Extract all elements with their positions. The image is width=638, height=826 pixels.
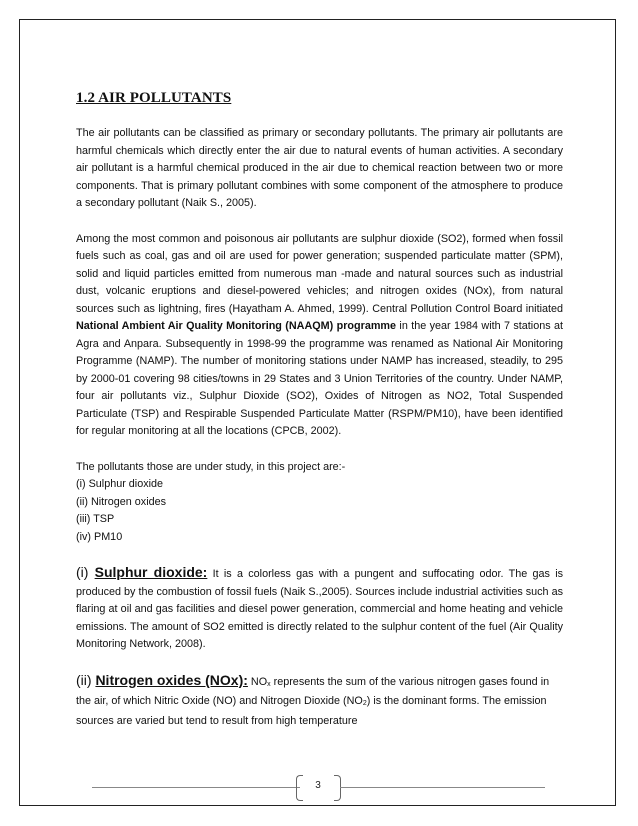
- nox-prefix: (ii): [76, 671, 96, 688]
- nox-paragraph: [76, 672, 563, 731]
- paragraph-primary-secondary: The air pollutants can be classified as primary or secondary pollutants. The primary air pollutants are harmful chemicals which directly enter the air due to natural events of human activities. A secondary air pollutant is a harmful chemical produced in the air due to chemical reaction between two or more components. That is primary pollutant combines with some component of the atmosphere to produce a secondary pollutant (Naik S., 2005).: [76, 127, 563, 209]
- so2-paragraph: [76, 564, 563, 654]
- study-list: [76, 459, 563, 547]
- page-content: [76, 90, 563, 730]
- nox-text-b: ) is the dominant forms. The emission sources are varied but tend to result from high temperature: [76, 695, 547, 727]
- so2-prefix: (i): [76, 564, 95, 580]
- page-footer: [0, 768, 638, 808]
- section-heading: 1.2 AIR POLLUTANTS: [76, 90, 232, 106]
- list-item: (i) Sulphur dioxide: [76, 478, 164, 490]
- list-item: (iv) PM10: [76, 530, 123, 543]
- paragraph-common-pollutants: [76, 231, 563, 441]
- footer-rule-right: [340, 787, 545, 788]
- so2-section: [76, 564, 563, 654]
- para2-text-b: in the year 1984 with 7 stations at Agra and Anpara. Subsequently in 1998-99 the programme was renamed as National Air Monitoring Programme (NAMP). The number of monitoring stations under NAMP has increased, steadily, to 295 by 2000-01 covering 98 cities/towns in 29 States and 3 Union Territories of the country. Under NAMP, four air pollutants viz., Sulphur Dioxide (SO2), Oxides of Nitrogen as NO2, Total Suspended Particulate (TSP) and Respirable Suspended Particulate Matter (RSPM/PM10), have been identified for regular monitoring at all the locations (CPCB, 2002).: [76, 320, 563, 437]
- so2-text: It is a colorless gas with a pungent and suffocating odor. The gas is produced by the combustion of fossil fuels (Naik S.,2005). Sources include industrial activities such as flaring at oil and gas facilities and diesel power generation, commercial and home heating and vehicle emissions. The amount of SO2 emitted is directly related to the sulphur content of the fuel (Air Quality Monitoring Network, 2008).: [76, 568, 563, 650]
- so2-title: Sulphur dioxide:: [94, 564, 208, 580]
- nox-text-a: represents the sum of the various nitrogen gases found in the air, of which Nitric Oxide (NO) and Nitrogen Dioxide (NO: [76, 675, 550, 707]
- nox-subscript: x: [267, 680, 271, 688]
- list-item: (ii) Nitrogen oxides: [76, 495, 167, 508]
- para2-text-a: Among the most common and poisonous air pollutants are sulphur dioxide (SO2), formed when fossil fuels such as coal, gas and oil are used for power generation; suspended particulate matter (SPM), solid and liquid particles emitted from numerous man -made and natural sources such as industrial dust, volcanic eruptions and diesel-powered vehicles; and nitrogen oxides (NOx), from natural sources such as lightning, fires (Hayatham A. Ahmed, 1999). Central Pollution Control Board initiated: [76, 232, 563, 315]
- naaqm-programme: National Ambient Air Quality Monitoring (NAAQM) programme: [76, 320, 397, 332]
- study-intro: The pollutants those are under study, in this project are:-: [76, 460, 346, 473]
- nox-section: [76, 672, 563, 731]
- footer-bracket-right: [334, 775, 341, 801]
- page-number: 3: [315, 780, 321, 791]
- footer-rule-left: [92, 787, 300, 788]
- list-item: (iii) TSP: [76, 513, 115, 525]
- no2-subscript: 2: [362, 700, 367, 707]
- nox-title: Nitrogen oxides (NOx):: [95, 671, 248, 688]
- nox-label: NO: [247, 675, 268, 688]
